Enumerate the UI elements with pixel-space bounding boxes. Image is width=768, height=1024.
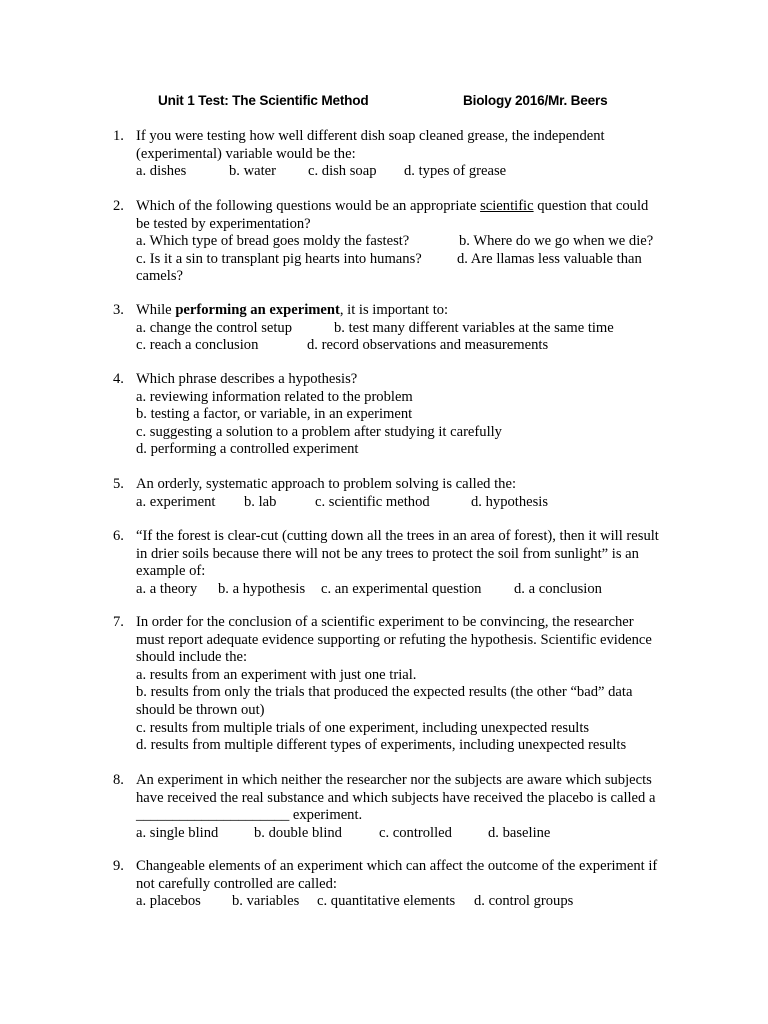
option-d: d. a conclusion (514, 580, 602, 597)
question-text: must report adequate evidence supporting or refuting the hypothesis. Scientific evidence (136, 631, 652, 648)
option-c: c. quantitative elements (317, 893, 456, 910)
question-text: not carefully controlled are called: (136, 875, 337, 892)
option-row (136, 494, 684, 512)
option-a: a. reviewing information related to the problem (136, 388, 413, 405)
question-number: 6. (113, 528, 124, 544)
option-d: d. results from multiple different types of experiments, including unexpected results (136, 737, 627, 754)
option-row (136, 233, 684, 251)
option-row (136, 320, 684, 338)
option-c: c. dish soap (308, 163, 377, 180)
question-number: 7. (113, 614, 124, 630)
option-row (136, 163, 684, 181)
option-d: d. record observations and measurements (307, 337, 549, 354)
option-row (136, 893, 684, 911)
option-b: b. lab (244, 493, 277, 510)
question-text: (experimental) variable would be the: (136, 145, 356, 162)
option-row (136, 337, 684, 355)
option-b: b. variables (232, 893, 300, 910)
option-d: d. Are llamas less valuable than (457, 250, 642, 267)
option-a: a. single blind (136, 824, 219, 841)
option-c: c. controlled (379, 824, 452, 841)
option-b: b. testing a factor, or variable, in an experiment (136, 406, 413, 423)
option-d: d. baseline (488, 824, 551, 841)
option-row (136, 825, 684, 843)
question-number: 9. (113, 858, 124, 874)
option-a: a. a theory (136, 580, 198, 597)
question-text: _____________________ experiment. (136, 807, 363, 824)
question-number: 1. (113, 128, 124, 144)
option-row (136, 251, 684, 269)
option-d: d. performing a controlled experiment (136, 441, 359, 458)
option-c: c. an experimental question (321, 580, 482, 597)
test-title: Unit 1 Test: The Scientific Method (158, 93, 369, 108)
question-text: If you were testing how well different dish soap cleaned grease, the independent (136, 128, 605, 144)
question-text: be tested by experimentation? (136, 215, 311, 232)
option-a: a. placebos (136, 893, 201, 910)
option-d: d. hypothesis (471, 493, 549, 510)
question-text: Which phrase describes a hypothesis? (136, 371, 358, 387)
question-text: While performing an experiment, it is important to: (136, 302, 449, 318)
question-text: An experiment in which neither the researcher nor the subjects are aware which subjects (136, 772, 652, 788)
option-a: a. Which type of bread goes moldy the fastest? (136, 233, 410, 250)
option-a: a. change the control setup (136, 319, 293, 336)
option-b: b. water (229, 163, 277, 180)
option-c: c. reach a conclusion (136, 337, 259, 354)
option-row (136, 581, 684, 599)
question-text: example of: (136, 563, 206, 580)
question-text: An orderly, systematic approach to problem solving is called the: (136, 476, 517, 492)
question-number: 8. (113, 772, 124, 788)
question-number: 5. (113, 476, 124, 492)
option-d: d. types of grease (404, 163, 507, 180)
question-text: “If the forest is clear-cut (cutting down all the trees in an area of forest), then it will result (136, 528, 659, 544)
question-text: In order for the conclusion of a scientific experiment to be convincing, the researcher (136, 614, 634, 630)
option-continuation: camels? (136, 268, 183, 285)
question-text: in drier soils because there will not be any trees to protect the soil from sunlight” is an (136, 545, 639, 562)
option-c: c. suggesting a solution to a problem after studying it carefully (136, 423, 502, 440)
question-number: 3. (113, 302, 124, 318)
option-b: b. test many different variables at the same time (334, 319, 614, 336)
option-b: b. a hypothesis (218, 580, 306, 597)
option-d: d. control groups (474, 893, 574, 910)
option-c: c. results from multiple trials of one experiment, including unexpected results (136, 719, 590, 736)
course-teacher: Biology 2016/Mr. Beers (463, 93, 608, 108)
option-a: a. results from an experiment with just one trial. (136, 666, 417, 683)
question-text: should include the: (136, 649, 248, 666)
option-b: b. Where do we go when we die? (459, 233, 654, 250)
question-text: have received the real substance and which subjects have received the placebo is called a (136, 789, 656, 806)
question-text: Which of the following questions would be an appropriate scientific question that could (136, 198, 649, 214)
option-continuation: should be thrown out) (136, 701, 265, 718)
option-c: c. Is it a sin to transplant pig hearts into humans? (136, 250, 422, 267)
question-number: 4. (113, 371, 124, 387)
question-text: Changeable elements of an experiment which can affect the outcome of the experiment if (136, 858, 658, 874)
bold-phrase: performing an experiment (175, 302, 340, 318)
option-c: c. scientific method (315, 493, 430, 510)
question-number: 2. (113, 198, 124, 214)
option-a: a. dishes (136, 163, 187, 180)
option-b: b. double blind (254, 824, 342, 841)
option-a: a. experiment (136, 493, 216, 510)
option-b: b. results from only the trials that produced the expected results (the other “bad” data (136, 684, 633, 701)
underlined-word: scientific (480, 198, 534, 214)
